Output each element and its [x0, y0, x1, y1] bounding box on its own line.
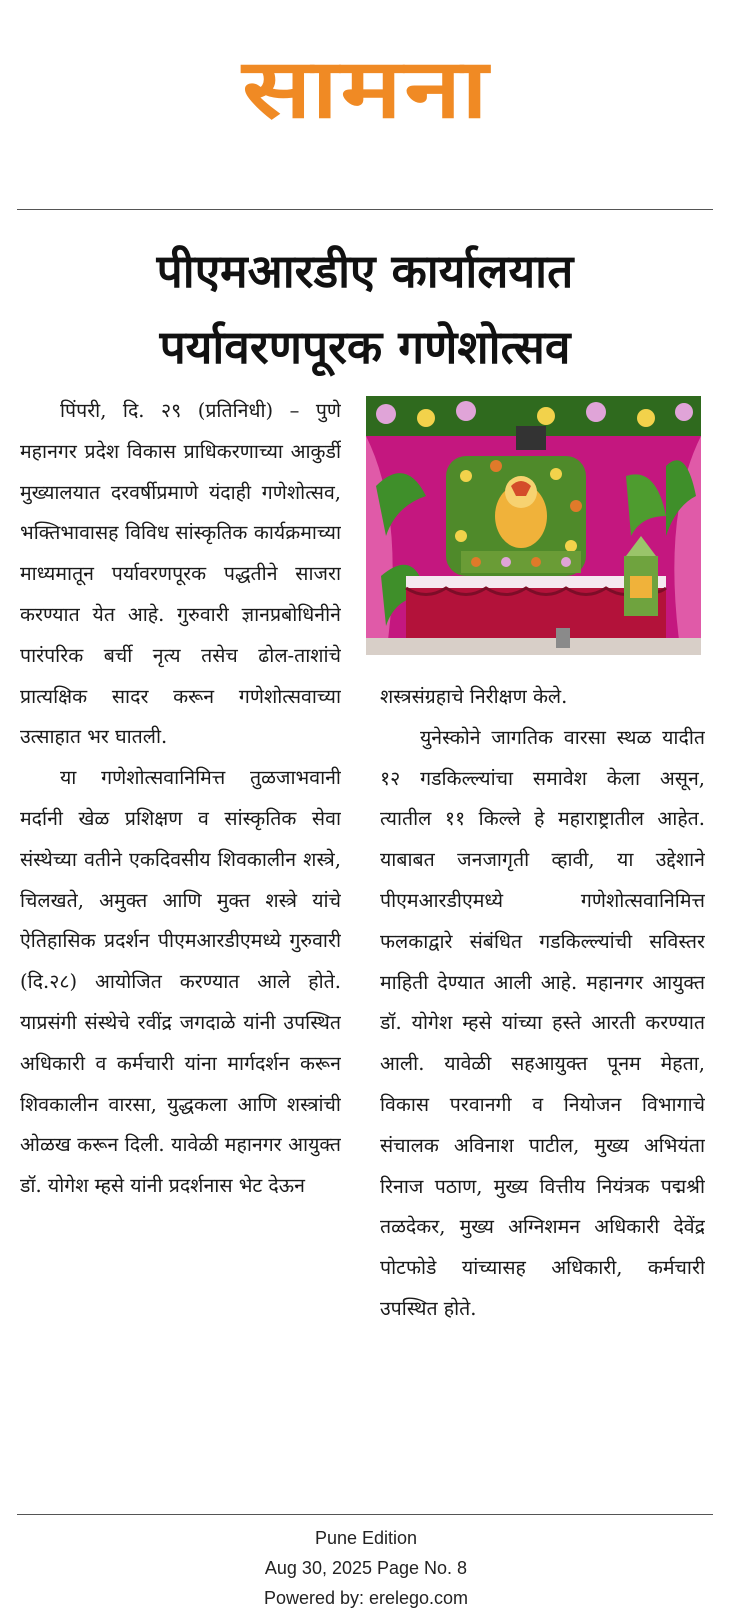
article-right-column	[380, 677, 705, 1507]
bottom-divider	[17, 1514, 713, 1515]
photo-illustration	[366, 396, 701, 655]
date-page-label: Aug 30, 2025 Page No. 8	[264, 1558, 468, 1578]
powered-by-label: Powered by: erelego.com	[263, 1588, 469, 1608]
article-paragraph: या गणेशोत्सवानिमित्त तुळजाभवानी मर्दानी खेळ प्रशिक्षण व सांस्कृतिक सेवा संस्थेच्या वतीने एकदिवसीय शिवकालीन शस्त्रे, चिलखते, अमुक्त आणि मुक्त शस्त्रे यांचे ऐतिहासिक प्रदर्शन पीएमआरडीएमध्ये गुरुवारी (दि.२८) आयोजित करण्यात आले होते. याप्रसंगी संस्थेचे रवींद्र जगदाळे यांनी उपस्थित अधिकारी व कर्मचारी यांना मार्गदर्शन करून शिवकालीन वारसा, युद्धकला आणि शस्त्रांची ओळख करून दिली. यावेळी महानगर आयुक्त डॉ. योगेश म्हसे यांनी प्रदर्शनास भेट देऊन	[20, 766, 341, 1198]
top-divider	[17, 209, 713, 210]
article-paragraph: पिंपरी, दि. २९ (प्रतिनिधी) – पुणे महानगर प्रदेश विकास प्राधिकरणाच्या आकुर्डी मुख्यालयात दरवर्षीप्रमाणे यंदाही गणेशोत्सव, भक्तिभावासह विविध सांस्कृतिक कार्यक्रमाच्या माध्यमातून पर्यावरणपूरक पद्धतीने साजरा करण्यात येत आहे. गुरुवारी ज्ञानप्रबोधिनीने पारंपरिक बर्ची नृत्य तसेच ढोल-ताशांचे प्रात्यक्षिक सादर करून गणेशोत्सवाच्या उत्साहात भर घातली.	[20, 399, 341, 749]
ganesh-idol-photo	[366, 396, 701, 655]
article-paragraph: युनेस्कोने जागतिक वारसा स्थळ यादीत १२ गडकिल्ल्यांचा समावेश केला असून, त्यातील ११ किल्ले हे महाराष्ट्रातील आहेत. याबाबत जनजागृती व्हावी, या उद्देशाने पीएमआरडीएमध्ये गणेशोत्सवानिमित्त फलकाद्वारे संबंधित गडकिल्ल्यांची सविस्तर माहिती देण्यात आली आहे. महानगर आयुक्त डॉ. योगेश म्हसे यांच्या हस्ते आरती करण्यात आली. यावेळी सहआयुक्त पूनम मेहता, विकास परवानगी व नियोजन विभागाचे संचालक अविनाश पाटील, मुख्य अभियंता रिनाज पठाण, मुख्य वित्तीय नियंत्रक पद्मश्री तळदेकर, मुख्य अग्निशमन अधिकारी देवेंद्र पोटफोडे यांच्यासह अधिकारी, कर्मचारी उपस्थित होते.	[380, 725, 705, 1320]
edition-label: Pune Edition	[314, 1528, 418, 1548]
article-paragraph: शस्त्रसंग्रहाचे निरीक्षण केले.	[380, 685, 568, 708]
headline-line-1: पीएमआरडीए कार्यालयात	[156, 244, 574, 298]
article-left-column	[20, 391, 341, 1506]
newspaper-logo: सामना	[241, 42, 491, 137]
masthead	[0, 40, 732, 150]
headline-line-2: पर्यावरणपूरक गणेशोत्सव	[159, 320, 571, 374]
